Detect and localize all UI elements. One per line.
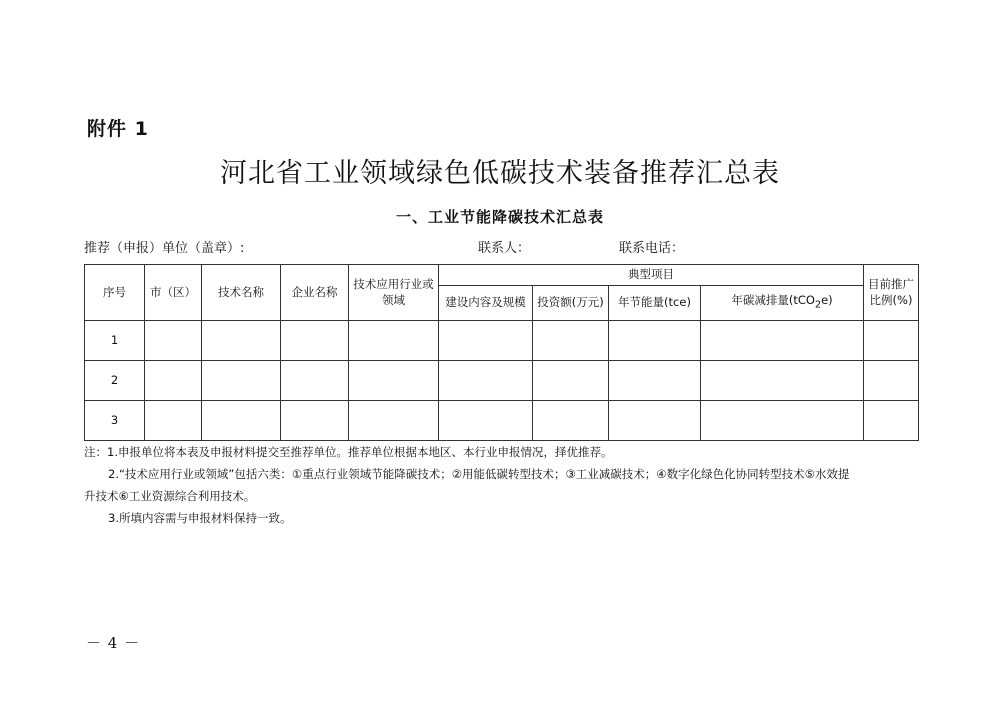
- cell-empty: [145, 361, 202, 401]
- header-carbon-reduction: 年碳减排量(tCO$_2$e): [701, 286, 864, 321]
- header-promotion-ratio: 目前推广比例(%): [864, 265, 919, 321]
- notes: [84, 441, 924, 529]
- contact-person-label: 联系人：: [478, 241, 531, 256]
- cell-empty: [439, 401, 533, 441]
- section-title: 一、工业节能降碳技术汇总表: [395, 208, 604, 226]
- cell-empty: [281, 321, 349, 361]
- table-row: [85, 321, 919, 361]
- header-construction: 建设内容及规模: [439, 286, 533, 321]
- table-row: [85, 361, 919, 401]
- cell-empty: [349, 401, 439, 441]
- summary-table: [84, 264, 919, 441]
- cell-empty: [145, 401, 202, 441]
- cell-empty: [701, 361, 864, 401]
- cell-empty: [701, 321, 864, 361]
- cell-empty: [609, 321, 701, 361]
- cell-empty: [609, 361, 701, 401]
- note-2: 2.“技术应用行业或领域”包括六类：①重点行业领域节能降碳技术；②用能低碳转型技术；③工业减碳技术；④数字化绿色化协同转型技术⑤水效提: [108, 467, 850, 481]
- cell-empty: [202, 321, 281, 361]
- cell-empty: [533, 401, 609, 441]
- cell-empty: [281, 401, 349, 441]
- cell-empty: [533, 321, 609, 361]
- page-number: － 4 －: [86, 634, 141, 652]
- cell-empty: [864, 401, 919, 441]
- header-investment: 投资额(万元): [533, 286, 609, 321]
- cell-empty: [864, 321, 919, 361]
- header-company: 企业名称: [281, 265, 349, 321]
- cell-empty: [349, 361, 439, 401]
- header-seq: 序号: [85, 265, 145, 321]
- cell-empty: [701, 401, 864, 441]
- note-3: 3.所填内容需与申报材料保持一致。: [108, 511, 292, 525]
- header-typical-project: 典型项目: [439, 265, 864, 286]
- cell-empty: [609, 401, 701, 441]
- cell-empty: [439, 361, 533, 401]
- row-seq: 1: [85, 321, 145, 361]
- cell-empty: [533, 361, 609, 401]
- recommending-unit-label: 推荐（申报）单位（盖章）:: [84, 241, 245, 256]
- header-tech-name: 技术名称: [202, 265, 281, 321]
- cell-empty: [864, 361, 919, 401]
- row-seq: 2: [85, 361, 145, 401]
- attachment-label: 附件 1: [87, 118, 149, 140]
- table-row: [85, 401, 919, 441]
- row-seq: 3: [85, 401, 145, 441]
- cell-empty: [281, 361, 349, 401]
- header-energy-saving: 年节能量(tce): [609, 286, 701, 321]
- note-2-continued: 升技术⑥工业资源综合利用技术。: [84, 489, 256, 503]
- cell-empty: [145, 321, 202, 361]
- header-city: 市（区）: [145, 265, 202, 321]
- cell-empty: [202, 401, 281, 441]
- page-title: 河北省工业领域绿色低碳技术装备推荐汇总表: [220, 158, 780, 189]
- cell-empty: [349, 321, 439, 361]
- contact-phone-label: 联系电话：: [619, 241, 685, 256]
- cell-empty: [202, 361, 281, 401]
- note-1: 注：1.申报单位将本表及申报材料提交至推荐单位。推荐单位根据本地区、本行业申报情况，择优推荐。: [84, 445, 613, 459]
- header-industry: 技术应用行业或领域: [349, 265, 439, 321]
- cell-empty: [439, 321, 533, 361]
